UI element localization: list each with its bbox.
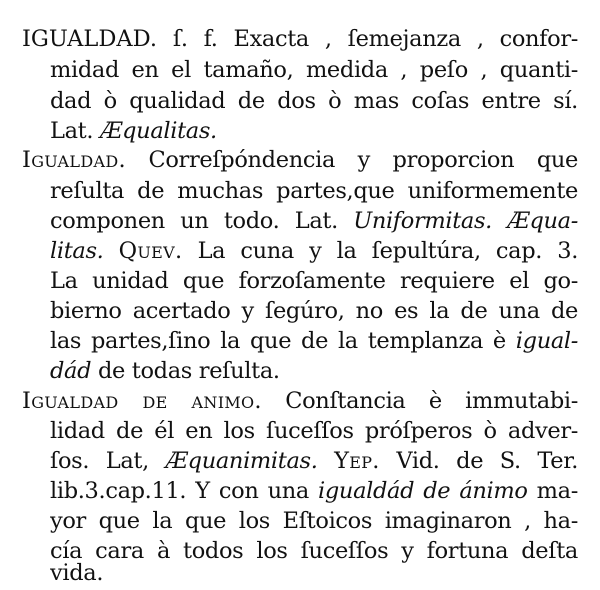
entry-line — [50, 476, 578, 506]
entry-line — [50, 558, 578, 588]
line-text — [318, 448, 335, 474]
headword: Igualdad. — [22, 147, 126, 173]
entry-line — [50, 176, 578, 206]
line-text: cía cara à todos los ſuceſſos y fortuna deſta — [50, 538, 578, 564]
entry-line — [50, 116, 578, 146]
entry-line — [50, 206, 578, 236]
line-text: ſ. f. Exacta , ſemejanza , confor- — [157, 26, 578, 52]
latin-equivalent: Uniformitas. Æqua- — [353, 208, 578, 234]
entry-line — [50, 356, 578, 386]
line-text: bierno acertado y ſegúro, no es la de una de — [50, 298, 578, 324]
entry-line — [50, 266, 578, 296]
line-text: Correſpóndencia y proporcion que — [125, 147, 578, 173]
line-text: La cuna y la ſepultúra, cap. 3. — [182, 238, 578, 264]
entry-line — [50, 446, 578, 476]
line-text: yor que la que los Eſtoicos imaginaron , ha- — [50, 508, 578, 534]
line-text: La unidad que forzoſamente requiere el go- — [50, 268, 578, 294]
line-text: reſulta de muchas partes,que uniformemente — [50, 178, 578, 204]
headword: Igualdad de animo. — [22, 388, 262, 414]
line-text: lib.3.cap.11. Y con una — [50, 478, 319, 504]
line-text: lidad de él en los ſuceſſos próſperos ò adver- — [50, 418, 578, 444]
entry-line — [22, 24, 578, 54]
italic-phrase: igualdád de ánimo — [318, 478, 528, 504]
entry-line — [50, 506, 578, 536]
entry-line — [22, 386, 578, 416]
entry-line — [50, 326, 578, 356]
line-text: Conſtancia è immutabi- — [261, 388, 578, 414]
latin-equivalent: Æquanimitas. — [165, 448, 318, 474]
author-citation: Yep. — [334, 448, 380, 474]
line-text: ma- — [527, 478, 578, 504]
italic-word: dád — [50, 358, 92, 384]
line-text: componen un todo. Lat. — [50, 208, 354, 234]
latin-equivalent: Æqualitas. — [99, 118, 217, 144]
line-text: dad ò qualidad de dos ò mas coſas entre sí. — [50, 88, 578, 114]
headword: IGUALDAD. — [22, 26, 157, 52]
entry-line — [22, 145, 578, 175]
line-text — [103, 238, 118, 264]
entry-line — [50, 296, 578, 326]
line-text: ſos. Lat, — [50, 448, 166, 474]
author-citation: Quev. — [118, 238, 183, 264]
line-text: Vid. de S. Ter. — [379, 448, 578, 474]
line-text: vida. — [50, 560, 104, 586]
latin-equivalent: litas. — [50, 238, 104, 264]
italic-word: igual- — [515, 328, 578, 354]
entry-line — [50, 86, 578, 116]
entry-line — [50, 55, 578, 85]
entry-line — [50, 236, 578, 266]
entry-line — [50, 416, 578, 446]
line-text: Lat. — [50, 118, 100, 144]
line-text: las partes,ſino la que de la templanza è — [50, 328, 516, 354]
line-text: de todas reſulta. — [91, 358, 280, 384]
line-text: midad en el tamaño, medida , peſo , quanti- — [50, 57, 578, 83]
